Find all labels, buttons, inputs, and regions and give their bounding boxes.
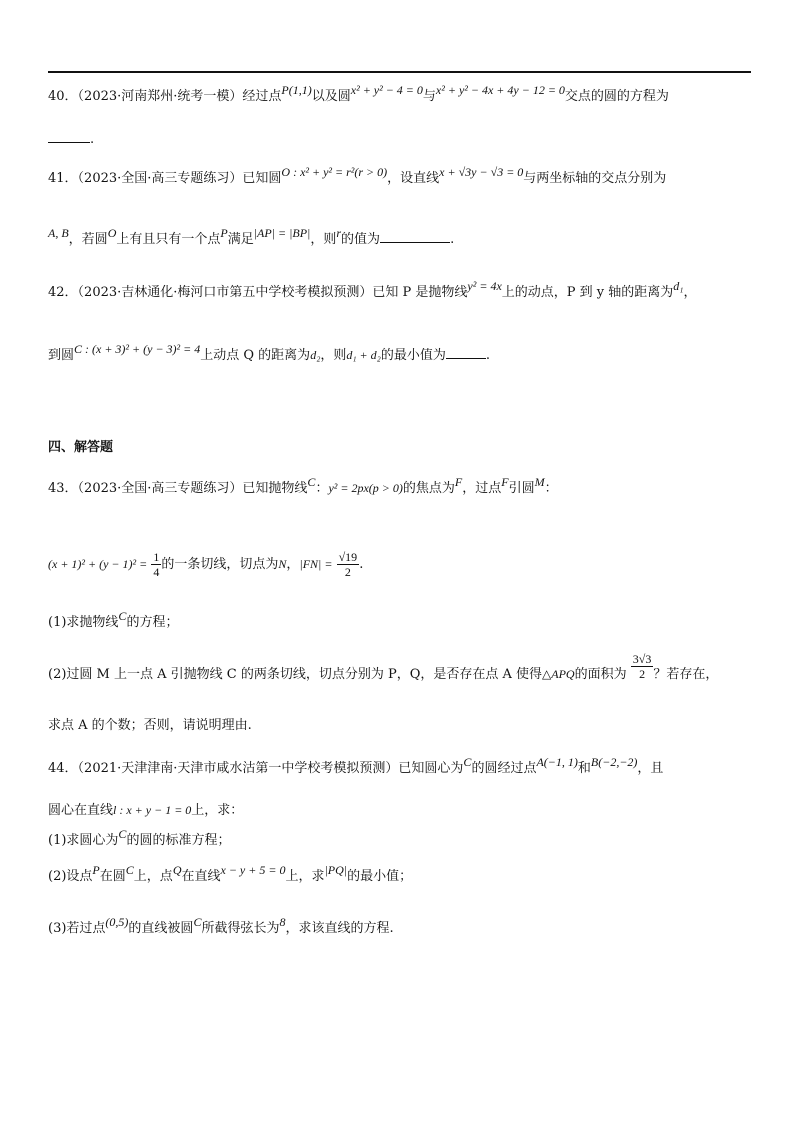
fraction-numerator: 1 [153, 550, 160, 564]
curve-name: C [307, 475, 316, 489]
point-p: P [92, 863, 100, 877]
question-text: 经过点 [242, 89, 282, 104]
circle-equation-2: x² + y² − 4x + 4y − 12 = 0 [435, 83, 565, 97]
question-text: ，则 [310, 232, 337, 247]
question-number: 40． [48, 89, 78, 104]
question-42-line-1 [48, 279, 697, 303]
question-number: 43． [48, 481, 78, 496]
circle-equation: C : (x + 3)² + (y − 3)² = 4 [74, 342, 201, 356]
distance-sum: d₁ + d₂ [346, 348, 381, 362]
question-text: ， [683, 285, 697, 300]
tangent-point: N [278, 557, 287, 571]
circle-equation-1: x² + y² − 4 = 0 [350, 83, 423, 97]
question-43-line-1 [48, 475, 558, 499]
fraction-sqrt19-over-2 [337, 550, 360, 579]
section-heading: 四、解答题 [48, 440, 114, 455]
question-text: 与两坐标轴的交点分别为 [523, 171, 667, 186]
question-text: 的面积为 [574, 667, 627, 682]
circle-equation-lhs: (x + 1)² + (y − 1)² = [48, 557, 148, 571]
line-equation: x + √3y − √3 = 0 [439, 165, 524, 179]
question-text: ，设直线 [387, 171, 440, 186]
question-text: 求点 A 的个数；否则，请说明理由. [48, 718, 252, 733]
question-source: （2021·天津津南·天津市咸水沽第一中学校考模拟预测） [77, 761, 399, 776]
question-text: . [359, 557, 364, 572]
question-44-line-1 [48, 755, 664, 779]
question-text: 已知圆心为 [398, 761, 464, 776]
question-number: 44． [48, 761, 78, 776]
point-q: Q [172, 863, 182, 877]
answer-blank[interactable] [380, 228, 450, 243]
question-source: （2023·吉林通化·梅河口市第五中学校考模拟预测） [77, 285, 373, 300]
question-text: 的圆的标准方程； [126, 833, 231, 848]
question-text: 的值为 [341, 232, 381, 247]
question-text: 满足 [227, 232, 254, 247]
question-number: 42． [48, 285, 78, 300]
fraction-denominator: 4 [153, 565, 160, 579]
question-text: 上，求 [285, 869, 325, 884]
focus-f: F [501, 475, 509, 489]
answer-blank[interactable] [446, 344, 486, 359]
point-b: B(−2,−2) [590, 755, 638, 769]
line-l-equation: l : x + y − 1 = 0 [113, 803, 192, 817]
question-text: 在圆 [99, 869, 126, 884]
center-c: C [125, 863, 134, 877]
question-source: （2023·全国·高三专题练习） [77, 171, 243, 186]
question-text: 上的动点，P 到 y 轴的距离为 [501, 285, 674, 300]
question-text: 到圆 [48, 348, 75, 363]
fraction-numerator: 3√3 [632, 652, 652, 666]
question-text: 在直线 [181, 869, 221, 884]
question-40-line-1 [48, 83, 669, 107]
question-41-line-1 [48, 165, 667, 189]
question-text: 已知 P 是抛物线 [372, 285, 468, 300]
question-text: (1)求圆心为 [48, 833, 119, 848]
question-43-line-2 [48, 548, 363, 581]
question-source: （2023·全国·高三专题练习） [77, 481, 243, 496]
question-44-line-2 [48, 800, 243, 821]
point-a: A(−1, 1) [536, 755, 578, 769]
question-text: 的最小值为 [380, 348, 446, 363]
question-text: 的方程； [126, 615, 179, 630]
question-text: (2)设点 [48, 869, 93, 884]
question-number: 41． [48, 171, 78, 186]
question-text: 上，求： [191, 803, 244, 818]
circle-name: M [534, 475, 545, 489]
question-41-line-2 [48, 228, 454, 250]
parabola-equation: y² = 4x [467, 279, 502, 293]
question-text: 以及圆 [311, 89, 351, 104]
question-text: . [485, 348, 490, 363]
question-text: ，若圆 [68, 232, 108, 247]
question-text: ，过点 [462, 481, 502, 496]
fraction-area [631, 652, 654, 681]
question-text: 已知抛物线 [242, 481, 308, 496]
variable-r: r [336, 226, 342, 240]
question-text: 圆心在直线 [48, 803, 114, 818]
point-0-5: (0,5) [105, 915, 129, 929]
points-ab: A, B [48, 226, 69, 240]
distance-condition: |AP| = |BP| [253, 226, 311, 240]
question-40-line-2 [48, 128, 94, 150]
curve-name: C [118, 609, 127, 623]
circle-name: O [107, 226, 117, 240]
header-rule [48, 71, 751, 73]
fraction-numerator: √19 [338, 550, 358, 564]
point-p: P [220, 226, 228, 240]
question-text: ？若存在， [653, 667, 719, 682]
question-text: (3)若过点 [48, 921, 106, 936]
question-text: 的一条切线，切点为 [161, 557, 279, 572]
center-c: C [118, 827, 127, 841]
fraction-denominator: 2 [344, 565, 351, 579]
question-43-part-2-cont [48, 716, 252, 736]
question-text: 已知圆 [242, 171, 282, 186]
fraction-denominator: 2 [639, 667, 646, 681]
question-text: . [450, 232, 455, 247]
chord-length: 8 [279, 915, 286, 929]
question-text: 的最小值； [347, 869, 413, 884]
parabola-equation: y² = 2px(p > 0) [328, 481, 403, 495]
pq-distance: |PQ| [324, 863, 348, 877]
question-text: ： [315, 481, 329, 496]
distance-d1: d₁ [673, 279, 684, 293]
center-c: C [193, 915, 202, 929]
question-text: ，则 [320, 348, 347, 363]
question-text: ： [544, 481, 558, 496]
question-text: 上有且只有一个点 [116, 232, 221, 247]
question-43-part-2 [48, 652, 719, 691]
question-text: . [90, 132, 95, 147]
question-44-part-1 [48, 827, 231, 851]
question-44-part-2 [48, 863, 413, 887]
question-text: (2)过圆 M 上一点 A 引抛物线 C 的两条切线，切点分别为 P，Q，是否存在点 A 使得 [48, 667, 543, 682]
question-text: ，求该直线的方程. [285, 921, 394, 936]
center-c: C [463, 755, 472, 769]
question-text: 和 [577, 761, 591, 776]
triangle-apq: △APQ [542, 667, 575, 681]
line-equation: x − y + 5 = 0 [220, 863, 286, 877]
answer-blank[interactable] [48, 128, 90, 143]
question-43-part-1 [48, 609, 179, 633]
question-text: 上，点 [133, 869, 173, 884]
question-42-line-2 [48, 344, 490, 366]
circle-equation: O : x² + y² = r²(r > 0) [281, 165, 388, 179]
question-text: ，且 [637, 761, 664, 776]
fn-length-lhs: |FN| = [299, 557, 333, 571]
question-text: 的焦点为 [402, 481, 455, 496]
question-text: 上动点 Q 的距离为 [200, 348, 311, 363]
question-44-part-3 [48, 915, 394, 939]
point-p: P(1,1) [281, 83, 312, 97]
question-text: 的直线被圆 [128, 921, 194, 936]
question-text: 所截得弦长为 [201, 921, 280, 936]
question-text: (1)求抛物线 [48, 615, 119, 630]
focus-f: F [454, 475, 463, 489]
question-text: 交点的圆的方程为 [564, 89, 669, 104]
question-text: 与 [422, 89, 436, 104]
fraction-one-quarter [151, 550, 161, 579]
question-text: 引圆 [508, 481, 535, 496]
question-text: ， [286, 557, 300, 572]
question-source: （2023·河南郑州·统考一模） [77, 89, 243, 104]
question-text: 的圆经过点 [471, 761, 537, 776]
distance-d2: d₂ [310, 348, 321, 362]
